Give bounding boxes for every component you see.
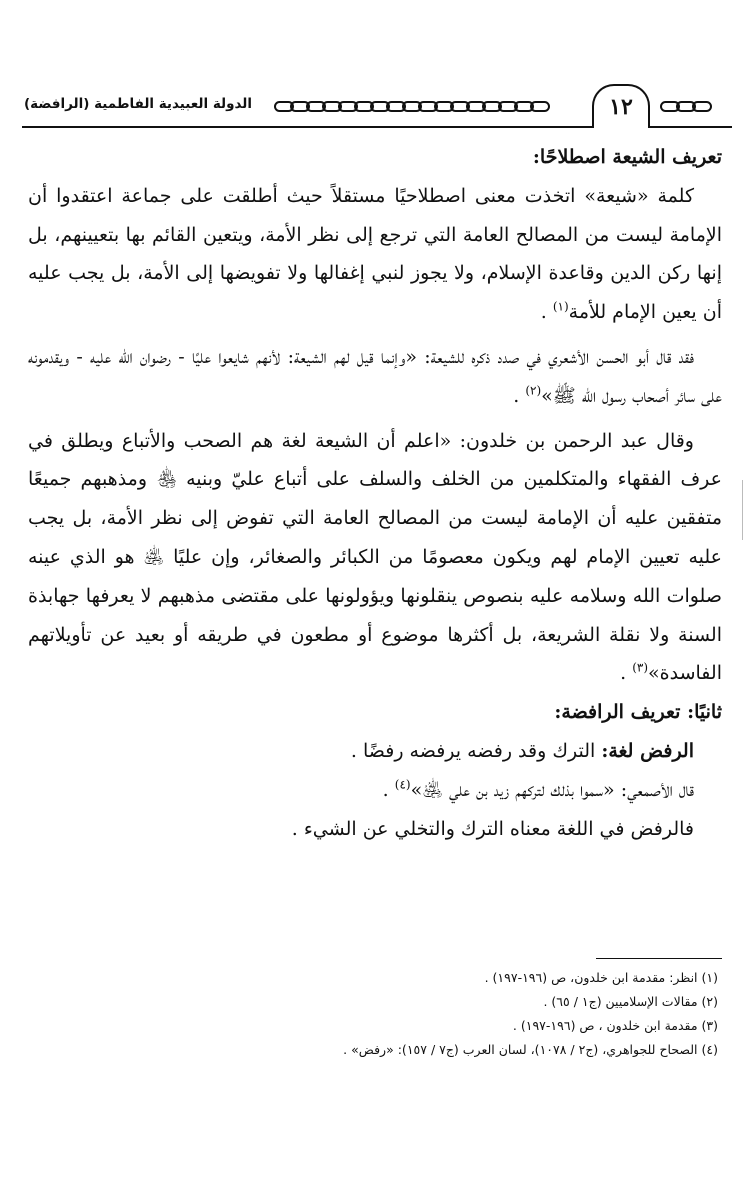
paragraph-6: فالرفض في اللغة معناه الترك والتخلي عن الشيء . <box>291 817 694 840</box>
footnotes <box>28 966 718 1062</box>
running-title: الدولة العبيدية الفاطمية (الرافضة) <box>24 96 252 112</box>
ornament-chain-short <box>660 101 718 115</box>
footnote-ref-2[interactable]: (٢) <box>525 383 542 398</box>
paragraph-2: فقد قال أبو الحسن الأشعري في صدد ذكره للشيعة: «وإنما قيل لهم الشيعة: لأنهم شايعوا عليًا - رضوان الله عليه - ويقدمونه على سائر أصحاب رسول الله ﷺ»$^{(٢)}$ . <box>28 345 722 407</box>
main-text <box>28 138 722 848</box>
footnote-2: (٢) مقالات الإسلاميين (ج١ / ٦٥) . <box>543 994 718 1009</box>
page-number: ١٢ <box>592 84 650 128</box>
footnote-separator <box>596 958 722 959</box>
footnote-ref-3[interactable]: (٣) <box>632 661 649 676</box>
paragraph-5: قال الأصمعي: «سموا بذلك لتركهم زيد بن علي ﵁»$^{(٤)}$ . <box>382 777 694 801</box>
heading-shia-definition: تعريف الشيعة اصطلاحًا: <box>532 146 722 168</box>
paragraph-1: كلمة «شيعة» اتخذت معنى اصطلاحيًا مستقلاً حيث أطلقت على جماعة اعتقدوا أن الإمامة ليست من المصالح العامة التي ترجع إلى نظر الأمة، ويتعين القائم بها بتعيينهم، بل إنها ركن الدين وقاعدة الإسلام، ولا يجوز لنبي إغفالها ولا تفويضها إلى الأمة، بل يجب عليه أن يعين الإمام للأمة$^{(١)}$ . <box>28 184 722 324</box>
page-header <box>22 84 732 136</box>
heading-rafida-definition: ثانيًا: تعريف الرافضة: <box>554 701 722 724</box>
footnote-3: (٣) مقدمة ابن خلدون ، ص (١٩٦-١٩٧) . <box>512 1018 718 1033</box>
footnote-4: (٤) الصحاح للجواهري، (ج٢ / ١٠٧٨)، لسان العرب (ج٧ / ١٥٧): «رفض» . <box>343 1042 718 1057</box>
scan-edge-mark <box>742 480 743 540</box>
footnote-ref-4[interactable]: (٤) <box>394 777 411 792</box>
footnote-1: (١) انظر: مقدمة ابن خلدون، ص (١٩٦-١٩٧) . <box>484 970 718 985</box>
paragraph-4: الرفض لغة: الترك وقد رفضه يرفضه رفضًا . <box>350 739 694 762</box>
ornament-chain-long <box>274 101 566 115</box>
term-rafd: الرفض لغة: <box>601 739 694 762</box>
footnote-ref-1[interactable]: (١) <box>552 299 569 314</box>
paragraph-3: وقال عبد الرحمن بن خلدون: «اعلم أن الشيعة لغة هم الصحب والأتباع ويطلق في عرف الفقهاء والمتكلمين من الخلف والسلف على أتباع عليّ وبنيه ﵃ ومذهبهم جميعًا متفقين عليه أن الإمامة ليست من المصالح العامة التي تفوض إلى نظر الأمة، بل يجب عليه تعيين الإمام لهم ويكون معصومًا من الكبائر والصغائر، وإن عليًا ﵁ هو الذي عينه صلوات الله وسلامه عليه بنصوص ينقلونها ويؤولونها على مقتضى مذهبهم لا يعرفها جهابذة السنة ولا نقلة الشريعة، بل أكثرها موضوع أو مطعون في طريقه أو بعيد عن تأويلاتهم الفاسدة»$^{(٣)}$ . <box>28 429 722 685</box>
